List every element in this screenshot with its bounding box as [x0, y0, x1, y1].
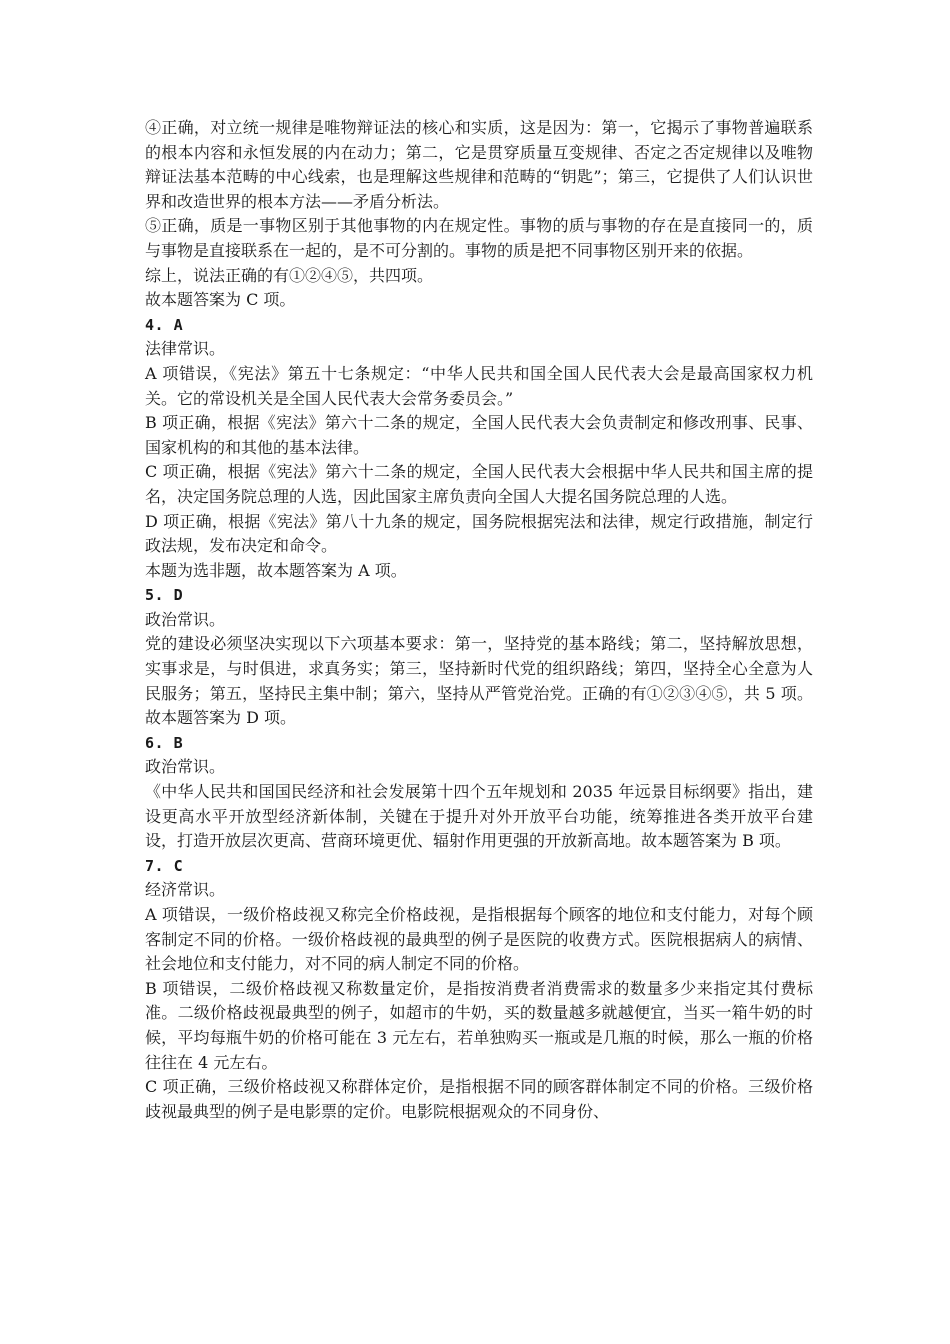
- paragraph: A 项错误，《宪法》第五十七条规定：“中华人民共和国全国人民代表大会是最高国家权力机关。它的常设机关是全国人民代表大会常务委员会。”: [145, 363, 813, 408]
- question-number: 6. B: [145, 733, 184, 752]
- paragraph: D 项正确，根据《宪法》第八十九条的规定，国务院根据宪法和法律，规定行政措施，制定行政法规，发布决定和命令。: [145, 511, 813, 556]
- paragraph: ⑤正确，质是一事物区别于其他事物的内在规定性。事物的质与事物的存在是直接同一的，质与事物是直接联系在一起的，是不可分割的。事物的质是把不同事物区别开来的依据。: [145, 216, 813, 260]
- paragraph: B 项错误，二级价格歧视又称数量定价，是指按消费者消费需求的数量多少来指定其付费标准。二级价格歧视最典型的例子，如超市的牛奶，买的数量越多就越便宜，当买一箱牛奶的时候，平均每瓶牛奶的价格可能在 3 元左右，若单独购买一瓶或是几瓶的时候，那么一瓶的价格往往在 4 元左右。: [145, 978, 813, 1072]
- document-body: [145, 116, 813, 1124]
- paragraph: 经济常识。: [145, 880, 226, 900]
- paragraph: 党的建设必须坚决实现以下六项基本要求：第一，坚持党的基本路线；第二，坚持解放思想，实事求是，与时俱进，求真务实；第三，坚持新时代党的组织路线；第四，坚持全心全意为人民服务；第五，坚持民主集中制；第六，坚持从严管党治党。正确的有①②③④⑤，共 5 项。故本题答案为 D 项。: [145, 634, 813, 728]
- paragraph: C 项正确，三级价格歧视又称群体定价，是指根据不同的顾客群体制定不同的价格。三级价格歧视最典型的例子是电影票的定价。电影院根据观众的不同身份、: [145, 1077, 813, 1121]
- paragraph: 综上，说法正确的有①②④⑤，共四项。: [145, 265, 434, 285]
- paragraph: 故本题答案为 C 项。: [145, 290, 296, 310]
- paragraph: B 项正确，根据《宪法》第六十二条的规定，全国人民代表大会负责制定和修改刑事、民事、国家机构的和其他的基本法律。: [145, 413, 813, 457]
- paragraph: C 项正确，根据《宪法》第六十二条的规定，全国人民代表大会根据中华人民共和国主席的提名，决定国务院总理的人选，因此国家主席负责向全国人大提名国务院总理的人选。: [145, 462, 813, 506]
- paragraph: 政治常识。: [145, 609, 226, 629]
- paragraph: 《中华人民共和国国民经济和社会发展第十四个五年规划和 2035 年远景目标纲要》指出，建设更高水平开放型经济新体制，关键在于提升对外开放平台功能，统筹推进各类开放平台建设，打造开放层次更高、营商环境更优、辐射作用更强的开放新高地。故本题答案为 B 项。: [145, 782, 813, 851]
- paragraph: 法律常识。: [145, 339, 226, 359]
- question-number: 7. C: [145, 856, 184, 875]
- question-number: 5. D: [145, 586, 184, 605]
- paragraph: 政治常识。: [145, 757, 226, 777]
- question-number: 4. A: [145, 315, 184, 334]
- paragraph: 本题为选非题，故本题答案为 A 项。: [145, 560, 407, 580]
- paragraph: A 项错误，一级价格歧视又称完全价格歧视，是指根据每个顾客的地位和支付能力，对每个顾客制定不同的价格。一级价格歧视的最典型的例子是医院的收费方式。医院根据病人的病情、社会地位和支付能力，对不同的病人制定不同的价格。: [145, 905, 813, 974]
- paragraph: ④正确，对立统一规律是唯物辩证法的核心和实质，这是因为：第一，它揭示了事物普遍联系的根本内容和永恒发展的内在动力；第二，它是贯穿质量互变规律、否定之否定规律以及唯物辩证法基本范畴的中心线索，也是理解这些规律和范畴的“钥匙”；第三，它提供了人们认识世界和改造世界的根本方法——矛盾分析法。: [145, 118, 813, 211]
